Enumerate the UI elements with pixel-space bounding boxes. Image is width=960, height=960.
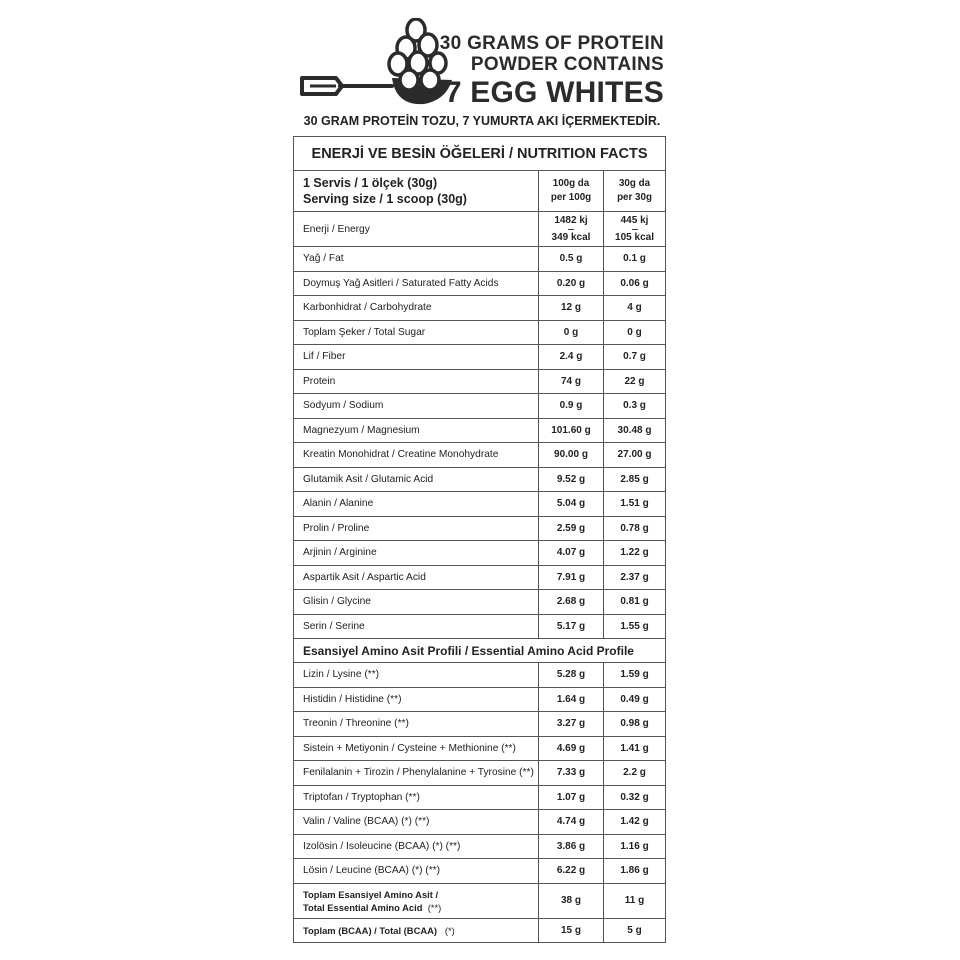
value-per30: 0.98 g [604, 712, 666, 737]
value-per100: 74 g [539, 369, 604, 394]
value-per100: 4.07 g [539, 541, 604, 566]
value-per30: 0.06 g [604, 271, 666, 296]
value-per30: 0.32 g [604, 785, 666, 810]
col1-line-1: 100g da [552, 178, 590, 189]
table-row [294, 467, 666, 492]
total-essential-line-2: Total Essential Amino Acid [303, 901, 423, 913]
table-title-row [294, 137, 666, 171]
total-bcaa-mark: (*) [444, 924, 455, 936]
table-row [294, 320, 666, 345]
value-per30: 30.48 g [604, 418, 666, 443]
nutrient-label: Magnezyum / Magnesium [294, 418, 539, 443]
value-per100: 3.27 g [539, 712, 604, 737]
total-essential-line-1: Toplam Esansiyel Amino Asit / [303, 888, 439, 900]
table-row [294, 271, 666, 296]
headline-line-2: POWDER CONTAINS [470, 54, 664, 75]
total-essential-per30: 11 g [604, 883, 666, 918]
nutrient-rows [294, 247, 666, 639]
col2-line-1: 30g da [618, 178, 651, 189]
nutrient-label: Karbonhidrat / Carbohydrate [294, 296, 539, 321]
energy-label: Enerji / Energy [294, 212, 539, 247]
value-per100: 0.5 g [539, 247, 604, 272]
value-per30: 27.00 g [604, 443, 666, 468]
nutrient-label: Lif / Fiber [294, 345, 539, 370]
subtitle: 30 GRAM PROTEİN TOZU, 7 YUMURTA AKI İÇERMEKTEDİR. [303, 114, 661, 128]
nutrition-table [293, 136, 666, 943]
table-row [294, 785, 666, 810]
value-per30: 0.49 g [604, 687, 666, 712]
energy-per30-kcal: 105 kcal [615, 231, 654, 243]
divider [632, 229, 638, 230]
nutrient-label: Toplam Şeker / Total Sugar [294, 320, 539, 345]
value-per100: 101.60 g [539, 418, 604, 443]
value-per30: 1.59 g [604, 663, 666, 688]
nutrient-label: Triptofan / Tryptophan (**) [294, 785, 539, 810]
nutrient-label: Histidin / Histidine (**) [294, 687, 539, 712]
value-per100: 2.68 g [539, 590, 604, 615]
value-per30: 0.1 g [604, 247, 666, 272]
value-per100: 2.59 g [539, 516, 604, 541]
serving-size [294, 171, 539, 212]
value-per100: 7.91 g [539, 565, 604, 590]
value-per30: 1.86 g [604, 859, 666, 884]
table-row [294, 614, 666, 639]
essential-rows [294, 663, 666, 884]
value-per100: 0 g [539, 320, 604, 345]
total-bcaa-text: Toplam (BCAA) / Total (BCAA) [303, 924, 438, 936]
column-header-per30 [604, 171, 666, 212]
total-bcaa-label [294, 918, 539, 943]
total-essential-per100: 38 g [539, 883, 604, 918]
nutrient-label: Doymuş Yağ Asitleri / Saturated Fatty Acids [294, 271, 539, 296]
value-per30: 0.3 g [604, 394, 666, 419]
nutrient-label: Sodyum / Sodium [294, 394, 539, 419]
table-row [294, 516, 666, 541]
nutrient-label: Aspartik Asit / Aspartic Acid [294, 565, 539, 590]
total-essential-label [294, 883, 539, 918]
value-per100: 6.22 g [539, 859, 604, 884]
energy-per100-kj: 1482 kj [554, 214, 588, 226]
headline-line-3: 7 EGG WHITES [444, 76, 664, 109]
serving-line-2: Serving size / 1 scoop (30g) [303, 192, 467, 206]
total-essential-mark: (**) [427, 901, 442, 913]
value-per30: 4 g [604, 296, 666, 321]
value-per30: 22 g [604, 369, 666, 394]
value-per30: 0.7 g [604, 345, 666, 370]
table-row [294, 369, 666, 394]
table-row [294, 810, 666, 835]
energy-per100 [539, 212, 604, 247]
value-per30: 0 g [604, 320, 666, 345]
value-per100: 90.00 g [539, 443, 604, 468]
energy-per100-kcal: 349 kcal [551, 231, 591, 243]
col2-line-2: per 30g [617, 192, 652, 203]
nutrient-label: Sistein + Metiyonin / Cysteine + Methionine (**) [294, 736, 539, 761]
value-per30: 0.78 g [604, 516, 666, 541]
table-row [294, 859, 666, 884]
total-bcaa-per30: 5 g [604, 918, 666, 943]
nutrient-label: Lösin / Leucine (BCAA) (*) (**) [294, 859, 539, 884]
table-row [294, 541, 666, 566]
nutrient-label: Alanin / Alanine [294, 492, 539, 517]
value-per30: 1.55 g [604, 614, 666, 639]
value-per100: 1.07 g [539, 785, 604, 810]
col1-line-2: per 100g [550, 192, 592, 203]
value-per100: 1.64 g [539, 687, 604, 712]
value-per30: 2.2 g [604, 761, 666, 786]
value-per30: 0.81 g [604, 590, 666, 615]
table-title: ENERJİ VE BESİN ÖĞELERİ / NUTRITION FACTS [294, 137, 666, 171]
nutrient-label: Glisin / Glycine [294, 590, 539, 615]
table-row [294, 712, 666, 737]
energy-per30-kj: 445 kj [620, 214, 649, 226]
table-row [294, 492, 666, 517]
essential-header: Esansiyel Amino Asit Profili / Essential Amino Acid Profile [294, 639, 666, 663]
value-per100: 4.74 g [539, 810, 604, 835]
table-row [294, 834, 666, 859]
nutrient-label: Fenilalanin + Tirozin / Phenylalanine + Tyrosine (**) [294, 761, 539, 786]
total-bcaa-per100: 15 g [539, 918, 604, 943]
value-per100: 5.04 g [539, 492, 604, 517]
value-per100: 0.9 g [539, 394, 604, 419]
serving-row [294, 171, 666, 212]
nutrient-label: Protein [294, 369, 539, 394]
serving-line-1: 1 Servis / 1 ölçek (30g) [303, 176, 438, 190]
nutrient-label: Treonin / Threonine (**) [294, 712, 539, 737]
nutrient-label: Arjinin / Arginine [294, 541, 539, 566]
table-row [294, 296, 666, 321]
table-row [294, 565, 666, 590]
table-row [294, 247, 666, 272]
energy-row [294, 212, 666, 247]
value-per100: 0.20 g [539, 271, 604, 296]
value-per100: 2.4 g [539, 345, 604, 370]
value-per30: 1.16 g [604, 834, 666, 859]
value-per30: 1.22 g [604, 541, 666, 566]
nutrient-label: Valin / Valine (BCAA) (*) (**) [294, 810, 539, 835]
table-row [294, 394, 666, 419]
table-row [294, 443, 666, 468]
nutrient-label: Serin / Serine [294, 614, 539, 639]
energy-per30 [604, 212, 666, 247]
table-row [294, 663, 666, 688]
table-row [294, 418, 666, 443]
column-header-per100 [539, 171, 604, 212]
value-per100: 12 g [539, 296, 604, 321]
nutrient-label: Kreatin Monohidrat / Creatine Monohydrate [294, 443, 539, 468]
table-row [294, 736, 666, 761]
table-row [294, 687, 666, 712]
value-per100: 7.33 g [539, 761, 604, 786]
value-per30: 1.42 g [604, 810, 666, 835]
table-row [294, 761, 666, 786]
value-per30: 1.41 g [604, 736, 666, 761]
value-per100: 9.52 g [539, 467, 604, 492]
value-per100: 4.69 g [539, 736, 604, 761]
value-per100: 3.86 g [539, 834, 604, 859]
value-per100: 5.28 g [539, 663, 604, 688]
total-bcaa-row [294, 918, 666, 943]
table-row [294, 590, 666, 615]
eggs-in-spoon-icon [296, 18, 456, 118]
header [296, 18, 668, 118]
headline-line-1: 30 GRAMS OF PROTEIN [439, 33, 664, 54]
value-per30: 2.37 g [604, 565, 666, 590]
nutrient-label: Prolin / Proline [294, 516, 539, 541]
total-essential-row [294, 883, 666, 918]
value-per100: 5.17 g [539, 614, 604, 639]
nutrient-label: Lizin / Lysine (**) [294, 663, 539, 688]
value-per30: 1.51 g [604, 492, 666, 517]
essential-header-row [294, 639, 666, 663]
divider [568, 229, 574, 230]
table-row [294, 345, 666, 370]
nutrient-label: Glutamik Asit / Glutamic Acid [294, 467, 539, 492]
nutrient-label: Izolösin / Isoleucine (BCAA) (*) (**) [294, 834, 539, 859]
nutrient-label: Yağ / Fat [294, 247, 539, 272]
value-per30: 2.85 g [604, 467, 666, 492]
